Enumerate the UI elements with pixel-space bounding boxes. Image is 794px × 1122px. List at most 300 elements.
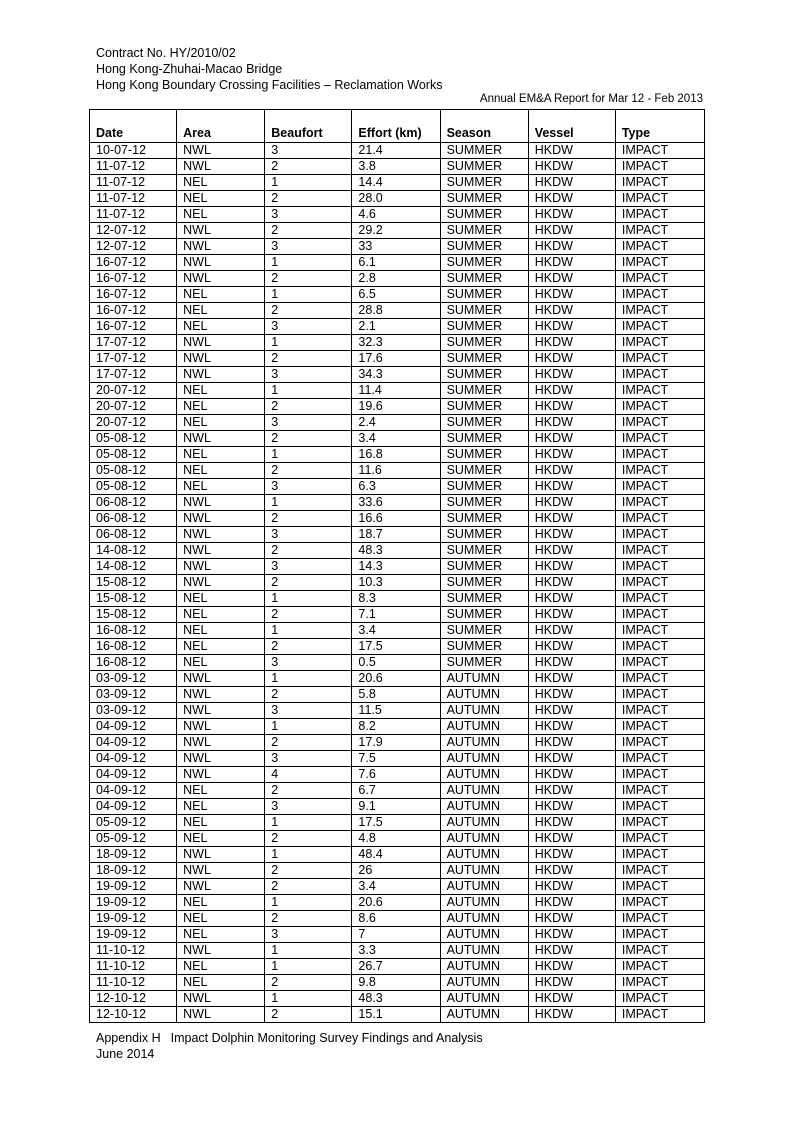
date-cell: 03-09-12 (90, 687, 177, 703)
season-cell: AUTUMN (440, 735, 528, 751)
season-cell: AUTUMN (440, 847, 528, 863)
season-cell: AUTUMN (440, 879, 528, 895)
vessel-cell: HKDW (528, 239, 615, 255)
beaufort-cell: 2 (265, 159, 352, 175)
table-row (90, 351, 705, 367)
beaufort-cell: 3 (265, 799, 352, 815)
area-cell: NEL (177, 399, 265, 415)
beaufort-cell: 3 (265, 527, 352, 543)
beaufort-cell: 1 (265, 383, 352, 399)
table-row (90, 431, 705, 447)
date-cell: 15-08-12 (90, 575, 177, 591)
vessel-cell: HKDW (528, 815, 615, 831)
table-row (90, 975, 705, 991)
area-cell: NEL (177, 319, 265, 335)
beaufort-cell: 1 (265, 447, 352, 463)
table-row (90, 815, 705, 831)
beaufort-cell: 2 (265, 1007, 352, 1023)
effort-cell: 33.6 (352, 495, 440, 511)
table-row (90, 159, 705, 175)
vessel-cell: HKDW (528, 175, 615, 191)
beaufort-cell: 3 (265, 751, 352, 767)
season-cell: SUMMER (440, 543, 528, 559)
date-cell: 03-09-12 (90, 703, 177, 719)
date-cell: 16-08-12 (90, 623, 177, 639)
area-cell: NEL (177, 815, 265, 831)
effort-cell: 19.6 (352, 399, 440, 415)
date-cell: 05-08-12 (90, 431, 177, 447)
type-cell: IMPACT (615, 351, 704, 367)
type-cell: IMPACT (615, 591, 704, 607)
vessel-cell: HKDW (528, 607, 615, 623)
table-row (90, 511, 705, 527)
beaufort-cell: 1 (265, 591, 352, 607)
effort-cell: 48.3 (352, 991, 440, 1007)
area-cell: NEL (177, 799, 265, 815)
area-cell: NWL (177, 767, 265, 783)
season-cell: AUTUMN (440, 895, 528, 911)
beaufort-cell: 3 (265, 703, 352, 719)
date-cell: 11-10-12 (90, 959, 177, 975)
column-header-vessel: Vessel (528, 110, 615, 143)
effort-cell: 2.1 (352, 319, 440, 335)
season-cell: SUMMER (440, 399, 528, 415)
season-cell: AUTUMN (440, 943, 528, 959)
effort-cell: 0.5 (352, 655, 440, 671)
season-cell: SUMMER (440, 495, 528, 511)
area-cell: NWL (177, 943, 265, 959)
season-cell: SUMMER (440, 431, 528, 447)
vessel-cell: HKDW (528, 751, 615, 767)
table-row (90, 927, 705, 943)
beaufort-cell: 2 (265, 863, 352, 879)
area-cell: NEL (177, 831, 265, 847)
date-cell: 05-08-12 (90, 479, 177, 495)
date-cell: 18-09-12 (90, 847, 177, 863)
beaufort-cell: 2 (265, 687, 352, 703)
date-cell: 20-07-12 (90, 383, 177, 399)
beaufort-cell: 2 (265, 543, 352, 559)
table-row (90, 255, 705, 271)
beaufort-cell: 3 (265, 927, 352, 943)
table-row (90, 223, 705, 239)
beaufort-cell: 2 (265, 351, 352, 367)
type-cell: IMPACT (615, 767, 704, 783)
survey-effort-table (89, 109, 705, 1023)
date-cell: 20-07-12 (90, 415, 177, 431)
beaufort-cell: 2 (265, 831, 352, 847)
date-cell: 06-08-12 (90, 527, 177, 543)
table-row (90, 783, 705, 799)
table-row (90, 239, 705, 255)
season-cell: AUTUMN (440, 991, 528, 1007)
effort-cell: 9.8 (352, 975, 440, 991)
season-cell: SUMMER (440, 191, 528, 207)
season-cell: AUTUMN (440, 911, 528, 927)
season-cell: AUTUMN (440, 927, 528, 943)
beaufort-cell: 3 (265, 143, 352, 159)
type-cell: IMPACT (615, 511, 704, 527)
beaufort-cell: 1 (265, 959, 352, 975)
effort-cell: 3.3 (352, 943, 440, 959)
column-header-effort: Effort (km) (352, 110, 440, 143)
season-cell: AUTUMN (440, 719, 528, 735)
effort-cell: 48.4 (352, 847, 440, 863)
beaufort-cell: 1 (265, 943, 352, 959)
type-cell: IMPACT (615, 815, 704, 831)
season-cell: AUTUMN (440, 863, 528, 879)
table-row (90, 527, 705, 543)
type-cell: IMPACT (615, 991, 704, 1007)
area-cell: NEL (177, 447, 265, 463)
type-cell: IMPACT (615, 863, 704, 879)
vessel-cell: HKDW (528, 927, 615, 943)
date-cell: 16-07-12 (90, 255, 177, 271)
beaufort-cell: 2 (265, 879, 352, 895)
date-cell: 12-10-12 (90, 991, 177, 1007)
vessel-cell: HKDW (528, 943, 615, 959)
season-cell: AUTUMN (440, 815, 528, 831)
area-cell: NEL (177, 639, 265, 655)
type-cell: IMPACT (615, 671, 704, 687)
effort-cell: 17.9 (352, 735, 440, 751)
effort-cell: 15.1 (352, 1007, 440, 1023)
beaufort-cell: 1 (265, 847, 352, 863)
table-row (90, 415, 705, 431)
effort-cell: 28.0 (352, 191, 440, 207)
vessel-cell: HKDW (528, 591, 615, 607)
column-header-type: Type (615, 110, 704, 143)
beaufort-cell: 3 (265, 559, 352, 575)
vessel-cell: HKDW (528, 559, 615, 575)
area-cell: NEL (177, 895, 265, 911)
type-cell: IMPACT (615, 799, 704, 815)
type-cell: IMPACT (615, 959, 704, 975)
table-body (90, 143, 705, 1023)
vessel-cell: HKDW (528, 895, 615, 911)
effort-cell: 16.8 (352, 447, 440, 463)
table-row (90, 959, 705, 975)
area-cell: NWL (177, 495, 265, 511)
date-cell: 14-08-12 (90, 543, 177, 559)
effort-cell: 29.2 (352, 223, 440, 239)
season-cell: SUMMER (440, 559, 528, 575)
table-row (90, 495, 705, 511)
area-cell: NEL (177, 303, 265, 319)
area-cell: NWL (177, 847, 265, 863)
date-cell: 15-08-12 (90, 591, 177, 607)
table-row (90, 591, 705, 607)
season-cell: SUMMER (440, 623, 528, 639)
type-cell: IMPACT (615, 367, 704, 383)
area-cell: NEL (177, 287, 265, 303)
season-cell: SUMMER (440, 207, 528, 223)
date-cell: 05-09-12 (90, 815, 177, 831)
vessel-cell: HKDW (528, 271, 615, 287)
area-cell: NWL (177, 367, 265, 383)
type-cell: IMPACT (615, 223, 704, 239)
appendix-label: Appendix H (96, 1031, 161, 1045)
survey-effort-table-container (89, 109, 705, 1023)
effort-cell: 6.7 (352, 783, 440, 799)
type-cell: IMPACT (615, 943, 704, 959)
date-cell: 06-08-12 (90, 511, 177, 527)
date-cell: 12-07-12 (90, 239, 177, 255)
effort-cell: 9.1 (352, 799, 440, 815)
date-cell: 11-10-12 (90, 943, 177, 959)
type-cell: IMPACT (615, 287, 704, 303)
effort-cell: 16.6 (352, 511, 440, 527)
effort-cell: 17.5 (352, 815, 440, 831)
season-cell: AUTUMN (440, 751, 528, 767)
date-cell: 19-09-12 (90, 911, 177, 927)
area-cell: NEL (177, 207, 265, 223)
beaufort-cell: 1 (265, 623, 352, 639)
vessel-cell: HKDW (528, 495, 615, 511)
season-cell: SUMMER (440, 239, 528, 255)
beaufort-cell: 2 (265, 575, 352, 591)
beaufort-cell: 2 (265, 399, 352, 415)
vessel-cell: HKDW (528, 207, 615, 223)
effort-cell: 7.5 (352, 751, 440, 767)
beaufort-cell: 2 (265, 511, 352, 527)
area-cell: NEL (177, 479, 265, 495)
season-cell: AUTUMN (440, 799, 528, 815)
date-cell: 14-08-12 (90, 559, 177, 575)
table-row (90, 911, 705, 927)
beaufort-cell: 1 (265, 255, 352, 271)
date-cell: 04-09-12 (90, 783, 177, 799)
vessel-cell: HKDW (528, 511, 615, 527)
table-row (90, 543, 705, 559)
table-row (90, 847, 705, 863)
beaufort-cell: 2 (265, 975, 352, 991)
date-cell: 19-09-12 (90, 927, 177, 943)
effort-cell: 28.8 (352, 303, 440, 319)
effort-cell: 33 (352, 239, 440, 255)
area-cell: NEL (177, 463, 265, 479)
type-cell: IMPACT (615, 1007, 704, 1023)
table-header-row (90, 110, 705, 143)
beaufort-cell: 1 (265, 287, 352, 303)
table-row (90, 895, 705, 911)
vessel-cell: HKDW (528, 959, 615, 975)
area-cell: NWL (177, 735, 265, 751)
effort-cell: 14.3 (352, 559, 440, 575)
vessel-cell: HKDW (528, 991, 615, 1007)
type-cell: IMPACT (615, 719, 704, 735)
vessel-cell: HKDW (528, 623, 615, 639)
table-row (90, 879, 705, 895)
date-cell: 20-07-12 (90, 399, 177, 415)
date-cell: 16-07-12 (90, 271, 177, 287)
season-cell: SUMMER (440, 159, 528, 175)
beaufort-cell: 1 (265, 719, 352, 735)
column-header-area: Area (177, 110, 265, 143)
beaufort-cell: 1 (265, 495, 352, 511)
type-cell: IMPACT (615, 975, 704, 991)
area-cell: NWL (177, 751, 265, 767)
area-cell: NWL (177, 879, 265, 895)
column-header-season: Season (440, 110, 528, 143)
beaufort-cell: 1 (265, 991, 352, 1007)
table-row (90, 271, 705, 287)
vessel-cell: HKDW (528, 687, 615, 703)
table-row (90, 767, 705, 783)
beaufort-cell: 3 (265, 239, 352, 255)
table-row (90, 943, 705, 959)
season-cell: SUMMER (440, 255, 528, 271)
season-cell: SUMMER (440, 655, 528, 671)
vessel-cell: HKDW (528, 767, 615, 783)
area-cell: NWL (177, 671, 265, 687)
table-row (90, 463, 705, 479)
table-row (90, 863, 705, 879)
effort-cell: 5.8 (352, 687, 440, 703)
beaufort-cell: 2 (265, 639, 352, 655)
vessel-cell: HKDW (528, 831, 615, 847)
vessel-cell: HKDW (528, 863, 615, 879)
date-cell: 05-08-12 (90, 447, 177, 463)
season-cell: SUMMER (440, 143, 528, 159)
area-cell: NEL (177, 927, 265, 943)
table-row (90, 287, 705, 303)
season-cell: SUMMER (440, 447, 528, 463)
table-row (90, 367, 705, 383)
vessel-cell: HKDW (528, 319, 615, 335)
area-cell: NWL (177, 511, 265, 527)
table-row (90, 719, 705, 735)
date-cell: 19-09-12 (90, 879, 177, 895)
effort-cell: 17.5 (352, 639, 440, 655)
season-cell: SUMMER (440, 303, 528, 319)
table-row (90, 831, 705, 847)
date-cell: 06-08-12 (90, 495, 177, 511)
table-row (90, 623, 705, 639)
vessel-cell: HKDW (528, 719, 615, 735)
effort-cell: 4.6 (352, 207, 440, 223)
type-cell: IMPACT (615, 255, 704, 271)
vessel-cell: HKDW (528, 335, 615, 351)
area-cell: NWL (177, 223, 265, 239)
vessel-cell: HKDW (528, 735, 615, 751)
effort-cell: 6.3 (352, 479, 440, 495)
vessel-cell: HKDW (528, 303, 615, 319)
vessel-cell: HKDW (528, 143, 615, 159)
vessel-cell: HKDW (528, 367, 615, 383)
date-cell: 11-07-12 (90, 207, 177, 223)
area-cell: NEL (177, 415, 265, 431)
vessel-cell: HKDW (528, 1007, 615, 1023)
season-cell: SUMMER (440, 367, 528, 383)
effort-cell: 14.4 (352, 175, 440, 191)
effort-cell: 11.4 (352, 383, 440, 399)
beaufort-cell: 1 (265, 815, 352, 831)
table-row (90, 399, 705, 415)
type-cell: IMPACT (615, 383, 704, 399)
season-cell: AUTUMN (440, 959, 528, 975)
season-cell: AUTUMN (440, 831, 528, 847)
type-cell: IMPACT (615, 623, 704, 639)
type-cell: IMPACT (615, 319, 704, 335)
date-cell: 04-09-12 (90, 751, 177, 767)
vessel-cell: HKDW (528, 639, 615, 655)
date-cell: 11-07-12 (90, 191, 177, 207)
vessel-cell: HKDW (528, 703, 615, 719)
column-header-date: Date (90, 110, 177, 143)
beaufort-cell: 1 (265, 335, 352, 351)
area-cell: NEL (177, 591, 265, 607)
report-title: Annual EM&A Report for Mar 12 - Feb 2013 (89, 92, 703, 110)
effort-cell: 21.4 (352, 143, 440, 159)
beaufort-cell: 3 (265, 655, 352, 671)
table-row (90, 383, 705, 399)
type-cell: IMPACT (615, 447, 704, 463)
area-cell: NWL (177, 575, 265, 591)
table-row (90, 191, 705, 207)
season-cell: AUTUMN (440, 671, 528, 687)
table-row (90, 991, 705, 1007)
season-cell: SUMMER (440, 479, 528, 495)
vessel-cell: HKDW (528, 415, 615, 431)
type-cell: IMPACT (615, 463, 704, 479)
area-cell: NWL (177, 991, 265, 1007)
beaufort-cell: 4 (265, 767, 352, 783)
vessel-cell: HKDW (528, 911, 615, 927)
type-cell: IMPACT (615, 271, 704, 287)
vessel-cell: HKDW (528, 799, 615, 815)
area-cell: NEL (177, 191, 265, 207)
season-cell: AUTUMN (440, 767, 528, 783)
date-cell: 04-09-12 (90, 799, 177, 815)
area-cell: NWL (177, 559, 265, 575)
type-cell: IMPACT (615, 559, 704, 575)
beaufort-cell: 2 (265, 191, 352, 207)
area-cell: NEL (177, 959, 265, 975)
type-cell: IMPACT (615, 479, 704, 495)
season-cell: SUMMER (440, 511, 528, 527)
area-cell: NWL (177, 527, 265, 543)
area-cell: NEL (177, 175, 265, 191)
area-cell: NWL (177, 1007, 265, 1023)
beaufort-cell: 2 (265, 735, 352, 751)
date-cell: 16-08-12 (90, 655, 177, 671)
type-cell: IMPACT (615, 191, 704, 207)
vessel-cell: HKDW (528, 287, 615, 303)
effort-cell: 2.8 (352, 271, 440, 287)
date-cell: 05-09-12 (90, 831, 177, 847)
column-header-beaufort: Beaufort (265, 110, 352, 143)
beaufort-cell: 2 (265, 463, 352, 479)
season-cell: AUTUMN (440, 687, 528, 703)
date-cell: 05-08-12 (90, 463, 177, 479)
type-cell: IMPACT (615, 735, 704, 751)
effort-cell: 7.6 (352, 767, 440, 783)
area-cell: NEL (177, 655, 265, 671)
season-cell: SUMMER (440, 415, 528, 431)
season-cell: SUMMER (440, 287, 528, 303)
vessel-cell: HKDW (528, 351, 615, 367)
table-row (90, 575, 705, 591)
date-cell: 12-07-12 (90, 223, 177, 239)
type-cell: IMPACT (615, 911, 704, 927)
table-row (90, 607, 705, 623)
effort-cell: 3.8 (352, 159, 440, 175)
effort-cell: 18.7 (352, 527, 440, 543)
season-cell: SUMMER (440, 607, 528, 623)
area-cell: NWL (177, 687, 265, 703)
type-cell: IMPACT (615, 335, 704, 351)
